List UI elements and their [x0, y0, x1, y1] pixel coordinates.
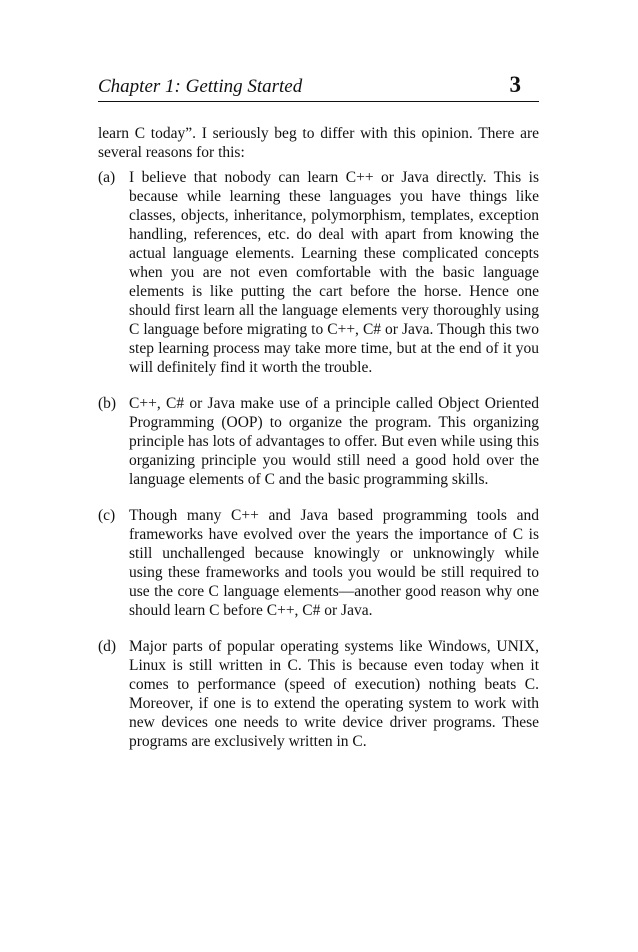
list-item-a [98, 168, 539, 377]
list-item-b [98, 394, 539, 489]
list-item-text: Major parts of popular operating systems like Windows, UNIX, Linux is still written in C. This is because even today when it comes to performance (speed of execution) nothing beats C. Moreover, if one is to extend the operating system to work with new devices one needs to write device driver programs. These programs are exclusively written in C. [129, 638, 539, 750]
body-text [98, 124, 539, 751]
list-marker: (a) [98, 169, 116, 186]
page-number: 3 [509, 72, 521, 97]
list-item-c [98, 506, 539, 620]
intro-paragraph: learn C today”. I seriously beg to differ with this opinion. There are several reasons for this: [98, 125, 539, 161]
list-marker: (c) [98, 507, 116, 524]
header-rule [98, 101, 539, 102]
list-item-text: C++, C# or Java make use of a principle called Object Oriented Programming (OOP) to organize the program. This organizing principle has lots of advantages to offer. But even while using this organizing principle you would still need a good hold over the language elements of C and the basic programming skills. [129, 395, 539, 488]
list-item-text: Though many C++ and Java based programming tools and frameworks have evolved over the years the importance of C is still unchallenged because knowingly or unknowingly while using these frameworks and tools you would be still required to use the core C language elements—another good reason why one should learn C before C++, C# or Java. [129, 507, 539, 619]
chapter-title: Chapter 1: Getting Started [98, 76, 303, 97]
list-item-text: I believe that nobody can learn C++ or Java directly. This is because while learning these languages you have things like classes, objects, inheritance, polymorphism, templates, exception handling, references, etc. do deal with apart from knowing the actual language elements. Learning these complicated concepts when you are not even comfortable with the basic language elements is like putting the cart before the horse. Hence one should first learn all the language elements very thoroughly using C language before migrating to C++, C# or Java. Though this two step learning process may take more time, but at the end of it you will definitely find it worth the trouble. [129, 169, 539, 376]
list-marker: (b) [98, 395, 117, 412]
running-header [98, 72, 539, 102]
list-marker: (d) [98, 638, 117, 655]
list-item-d [98, 637, 539, 751]
